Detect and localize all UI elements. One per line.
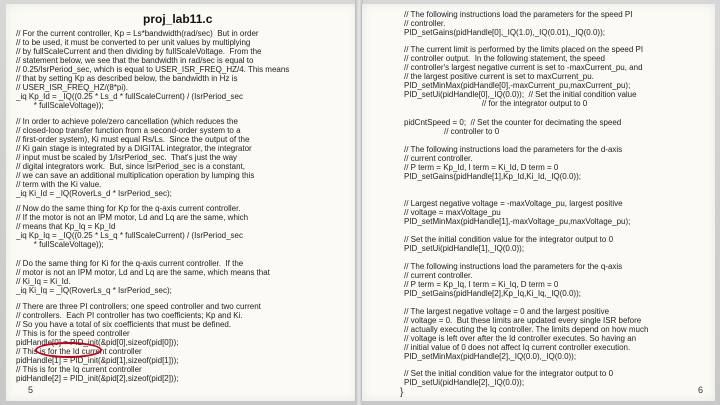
highlight-circle xyxy=(35,342,102,358)
code-block-speed-gains: // The following instructions load the parameters for the speed PI // controller. PID_setGains(pidHandle[0],_IQ(1.0),_IQ(0.01),_IQ(0.0)); xyxy=(404,10,633,37)
code-block-speed-counter: pidCntSpeed = 0; // Set the counter for decimating the speed // controller to 0 xyxy=(404,118,622,136)
code-block-speed-limits: // The current limit is performed by the limits placed on the speed PI // controller output. In the following statement, the speed // controller's largest negative current is set to -maxCurrent_pu, and // the largest positive current is set to maxCurrent_pu. PID_setMinMax(pidHandle[0],-maxCurrent_pu,maxCurrent_pu); PID_setUi(pidHandle[0],_IQ(0.0)); // Set the initial condition value // for the integrator output to 0 xyxy=(404,45,644,108)
code-block-kp-id: // For the current controller, Kp = Ls*bandwidth(rad/sec) But in order // to be used, it must be converted to per unit values by multiplying // by fullScaleCurrent and then dividing by fullScaleVoltage. From the // statement below, we see that the bandwidth in rad/sec is equal to // 0.25/IsrPeriod_sec, which is equal to USER_ISR_FREQ_HZ/4. This means // that by setting Kp as described below, the bandwidth in Hz is // USER_ISR_FREQ_HZ/(8*pi). _iq Kp_Id = _IQ((0.25 * Ls_d * fullScaleCurrent) / (IsrPeriod_sec * fullScaleVoltage)); xyxy=(16,29,290,110)
page-number-left: 5 xyxy=(28,385,34,395)
code-block-iq-limits: // The largest negative voltage = 0 and the largest positive // voltage = 0. But these limits are updated every single ISR before // actually executing the Iq controller. The limits depend on how much // voltage is left over after the Id controller executes. So having an // initial value of 0 does not affect Iq current controller execution. PID_setMinMax(pidHandle[2],_IQ(0.0),_IQ(0.0)); xyxy=(404,307,649,361)
code-block-id-ui: // Set the initial condition value for the integrator output to 0 PID_setUi(pidHandle[1],_IQ(0.0)); xyxy=(404,235,614,253)
code-block-iq-gains: // The following instructions load the parameters for the q-axis // current controller. // P term = Kp_Iq, I term = Ki_Iq, D term = 0 PID_setGains(pidHandle[2],Kp_Iq,Ki_Iq,_IQ(0.0)); xyxy=(404,262,623,298)
closing-brace: } xyxy=(400,387,404,398)
page-number-right: 6 xyxy=(697,385,703,395)
code-block-ki-id: // In order to achieve pole/zero cancellation (which reduces the // closed-loop transfer function from a second-order system to a // first-order system), Ki must equal Rs/Ls. Since the output of the // Ki gain stage is integrated by a DIGITAL integrator, the integrator // input must be scaled by 1/IsrPeriod_sec. That's just the way // digital integrators work. But, since IsrPeriod_sec is a constant, // we can save an additional multiplication operation by lumping this // term with the Ki value. _iq Ki_Id = _IQ(RoverLs_d * IsrPeriod_sec); xyxy=(16,117,255,198)
code-block-id-limits: // Largest negative voltage = -maxVoltage_pu, largest positive // voltage = maxVoltage_pu PID_setMinMax(pidHandle[1],-maxVoltage_pu,maxVoltage_pu); xyxy=(404,199,631,226)
code-block-pid-init: // There are three PI controllers; one speed controller and two current // controllers. Each PI controller has two coefficients; Kp and Ki. // So you have a total of six coefficients that must be defined. // This is for the speed controller pidHandle[0] = PID_init(&pid[0],sizeof(pid[0])); // This is for the Id current controller pidHandle[1] = PID_init(&pid[1],sizeof(pid[1])); // This is for the Iq current controller pidHandle[2] = PID_init(&pid[2],sizeof(pid[2])); xyxy=(16,302,261,383)
code-block-id-gains: // The following instructions load the parameters for the d-axis // current controller. // P term = Kp_Id, I term = Ki_Id, D term = 0 PID_setGains(pidHandle[1],Kp_Id,Ki_Id,_IQ(0.0)); xyxy=(404,145,623,181)
code-block-iq-ui: // Set the initial condition value for the integrator output to 0 PID_setUi(pidHandle[2],_IQ(0.0)); xyxy=(404,369,614,387)
file-title: proj_lab11.c xyxy=(143,12,213,26)
left-page xyxy=(6,4,358,401)
code-block-ki-iq: // Do the same thing for Ki for the q-axis current controller. If the // motor is not an IPM motor, Ld and Lq are the same, which means that // Ki_Iq = Ki_Id. _iq Ki_Iq = _IQ(RoverLs_q * IsrPeriod_sec); xyxy=(16,259,270,295)
code-block-kp-iq: // Now do the same thing for Kp for the q-axis current controller. // If the motor is not an IPM motor, Ld and Lq are the same, which // means that Kp_Iq = Kp_Id _iq Kp_Iq = _IQ((0.25 * Ls_q * fullScaleCurrent) / (IsrPeriod_sec * fullScaleVoltage)); xyxy=(16,204,249,249)
right-page xyxy=(361,4,715,401)
